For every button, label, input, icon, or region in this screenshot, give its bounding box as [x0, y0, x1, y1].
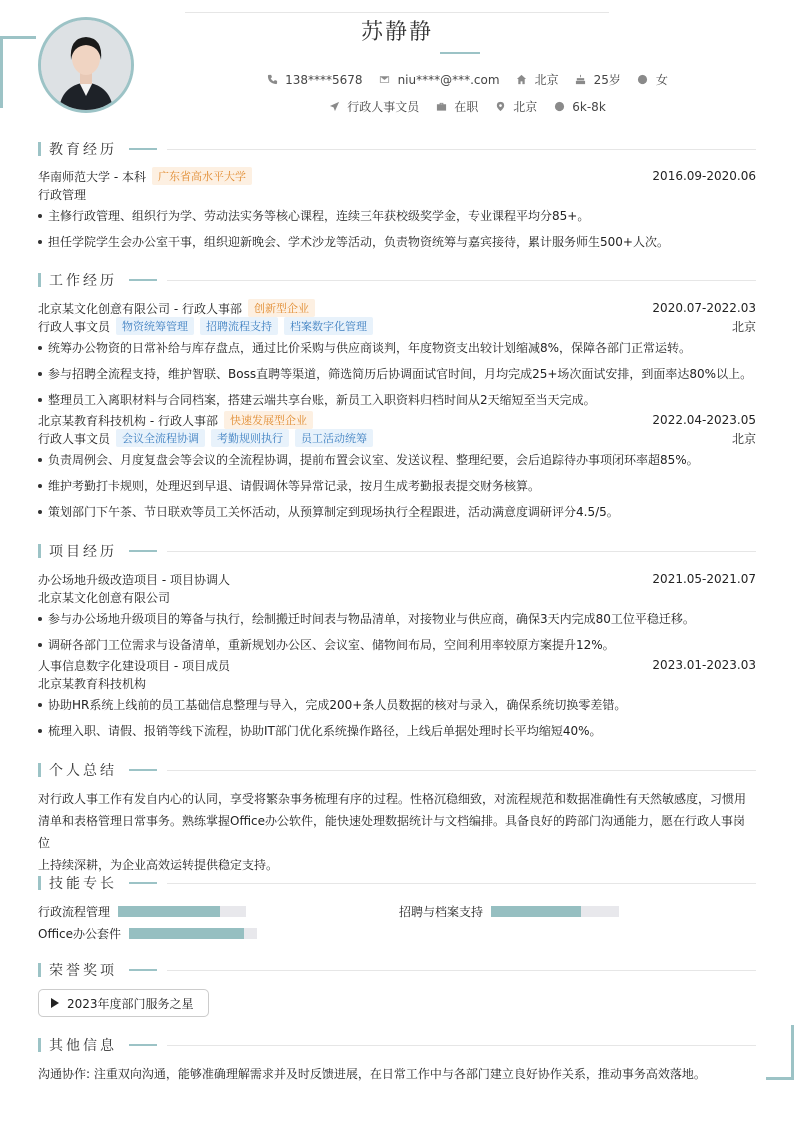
section-title: 教育经历	[38, 139, 756, 159]
list-item: 调研各部门工位需求与设备清单，重新规划办公区、会议室、储物间布局，空间利用率较原方案提升12%。	[38, 636, 756, 654]
job-header	[38, 411, 756, 429]
section-title: 个人总结	[38, 760, 756, 780]
job-role-row	[38, 429, 756, 447]
phone-icon	[266, 74, 278, 86]
school-name: 华南师范大学 - 本科	[38, 169, 146, 184]
contact-home: 北京	[516, 71, 559, 88]
awards-section	[38, 960, 756, 1017]
job-city: 北京	[731, 319, 756, 334]
play-icon	[51, 998, 59, 1008]
list-item: 主修行政管理、组织行为学、劳动法实务等核心课程，连续三年获校级奖学金，专业课程平均分85+。	[38, 207, 756, 225]
name-underline	[440, 52, 480, 54]
skill-level-bar	[129, 928, 257, 939]
header-top-line	[185, 12, 609, 13]
skills-section	[38, 873, 756, 950]
skill-tag: 招聘流程支持	[200, 317, 278, 335]
list-item: 担任学院学生会办公室干事，组织迎新晚会、学术沙龙等活动，负责物资统筹与嘉宾接待，累计服务师生500+人次。	[38, 233, 756, 251]
company-tag: 创新型企业	[248, 299, 315, 317]
candidate-name: 苏静静	[360, 20, 433, 45]
skill-tag: 档案数字化管理	[284, 317, 373, 335]
award-item: 2023年度部门服务之星	[38, 989, 209, 1017]
other-section	[38, 1035, 756, 1085]
list-item: 参与办公场地升级项目的筹备与执行，绘制搬迁时间表与物品清单，对接物业与供应商，确保3天内完成80工位平稳迁移。	[38, 610, 756, 628]
company-name: 北京某文化创意有限公司 - 行政人事部	[38, 301, 242, 316]
job-role-row	[38, 317, 756, 335]
contact-row-1	[140, 71, 794, 88]
education-major: 行政管理	[38, 187, 87, 202]
education-header	[38, 167, 756, 185]
project-date: 2023.01-2023.03	[652, 658, 756, 672]
projects-section	[38, 541, 756, 740]
skill-item: Office办公套件	[38, 924, 257, 942]
list-item: 梳理入职、请假、报销等线下流程，协助IT部门优化系统操作路径，上线后单据处理时长平均缩短40%。	[38, 722, 756, 740]
project-name: 办公场地升级改造项目 - 项目协调人	[38, 572, 230, 587]
education-date: 2016.09-2020.06	[652, 169, 756, 183]
skill-tag: 物资统筹管理	[116, 317, 194, 335]
section-title: 荣誉奖项	[38, 960, 756, 980]
job-date: 2022.04-2023.05	[652, 413, 756, 427]
skill-level-bar	[118, 906, 246, 917]
company-name: 北京某教育科技机构 - 行政人事部	[38, 413, 218, 428]
contact-status: 在职	[435, 98, 478, 115]
contact-location: 北京	[494, 98, 537, 115]
section-title: 项目经历	[38, 541, 756, 561]
location-icon	[494, 101, 506, 113]
job-date: 2020.07-2022.03	[652, 301, 756, 315]
section-title: 工作经历	[38, 270, 756, 290]
project-header	[38, 570, 756, 588]
list-item: 统筹办公物资的日常补给与库存盘点，通过比价采购与供应商谈判，年度物资支出较计划缩减8%，保障各部门正常运转。	[38, 339, 756, 357]
section-title: 技能专长	[38, 873, 756, 893]
other-text: 沟通协作: 注重双向沟通，能够准确理解需求并及时反馈进展，在日常工作中与各部门建立良好协作关系，推动事务高效落地。	[38, 1067, 706, 1081]
job-role: 行政人事文员	[38, 431, 111, 446]
school-tag: 广东省高水平大学	[152, 167, 252, 185]
section-title: 其他信息	[38, 1035, 756, 1055]
mail-icon	[379, 74, 391, 86]
education-section	[38, 139, 756, 251]
company-tag: 快速发展型企业	[224, 411, 313, 429]
project-org: 北京某文化创意有限公司	[38, 590, 171, 605]
list-item: 协助HR系统上线前的员工基础信息整理与导入，完成200+条人员数据的核对与录入，确保系统切换零差错。	[38, 696, 756, 714]
summary-text: 对行政人事工作有发自内心的认同，享受将繁杂事务梳理有序的过程。性格沉稳细致，对流程规范和数据准确性有天然敏感度，习惯用 清单和表格管理日常事务。熟练掌握Office办公软件，能快速处理数据统计与文档编排。具备良好的跨部门沟通能力，愿在行政人事岗位 上持续深耕，为企业高效运转提供稳定支持。	[38, 792, 747, 872]
job-role: 行政人事文员	[38, 319, 111, 334]
contact-row-2	[140, 98, 794, 115]
summary-section	[38, 760, 756, 876]
skill-level-bar	[491, 906, 619, 917]
project-org: 北京某教育科技机构	[38, 676, 147, 691]
corner-decoration-bottom-right	[766, 1025, 794, 1080]
skill-tag: 考勤规则执行	[211, 429, 289, 447]
contact-salary: 6k-8k	[553, 100, 606, 114]
contact-age: 25岁	[575, 71, 621, 88]
contact-phone: 138****5678	[266, 73, 362, 87]
work-section	[38, 270, 756, 521]
salary-icon	[553, 101, 565, 113]
skill-item: 行政流程管理	[38, 902, 246, 920]
project-date: 2021.05-2021.07	[652, 572, 756, 586]
project-header	[38, 656, 756, 674]
skill-tag: 会议全流程协调	[116, 429, 205, 447]
list-item: 参与招聘全流程支持，维护智联、Boss直聘等渠道，筛选简历后协调面试官时间，月均完成25+场次面试安排，到面率达80%以上。	[38, 365, 756, 383]
briefcase-icon	[435, 101, 447, 113]
list-item: 维护考勤打卡规则，处理迟到早退、请假调休等异常记录，按月生成考勤报表提交财务核算。	[38, 477, 756, 495]
contact-email: niu****@***.com	[379, 73, 500, 87]
contact-gender: 女	[637, 71, 668, 88]
cake-icon	[575, 74, 587, 86]
send-icon	[328, 101, 340, 113]
list-item: 整理员工入离职材料与合同档案，搭建云端共享台账，新员工入职资料归档时间从2天缩短至当天完成。	[38, 391, 756, 409]
skill-item: 招聘与档案支持	[399, 902, 619, 920]
skill-tag: 员工活动统筹	[295, 429, 373, 447]
job-header	[38, 299, 756, 317]
job-city: 北京	[731, 431, 756, 446]
corner-decoration-top-left	[0, 36, 36, 108]
gender-icon	[637, 74, 649, 86]
contact-position: 行政人事文员	[328, 98, 419, 115]
list-item: 策划部门下午茶、节日联欢等员工关怀活动，从预算制定到现场执行全程跟进，活动满意度调研评分4.5/5。	[38, 503, 756, 521]
project-name: 人事信息数字化建设项目 - 项目成员	[38, 658, 230, 673]
home-icon	[516, 74, 528, 86]
list-item: 负责周例会、月度复盘会等会议的全流程协调，提前布置会议室、发送议程、整理纪要，会后追踪待办事项闭环率超85%。	[38, 451, 756, 469]
